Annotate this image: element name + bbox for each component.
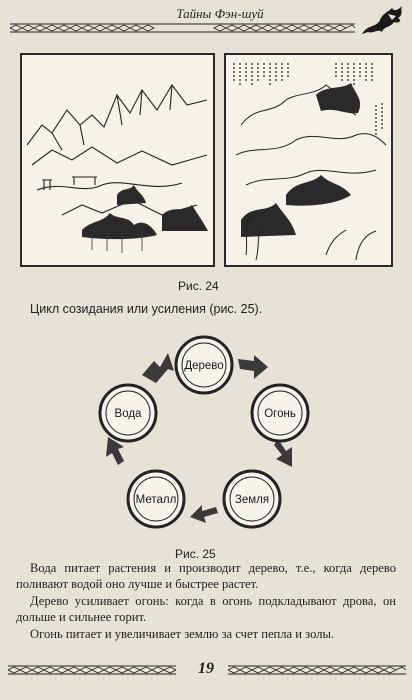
- page-footer: [0, 660, 412, 696]
- page-number: 19: [198, 660, 214, 677]
- landscape-illustration-right: [224, 53, 393, 267]
- header-ornament-rule: [10, 22, 355, 34]
- arrow-fire-to-earth: [274, 439, 292, 467]
- header-title: Тайны Фэн-шуй: [150, 6, 290, 22]
- paragraph: Дерево усиливает огонь: когда в огонь подкладывают дрова, он дольше и сильнее горит.: [16, 593, 396, 625]
- dragon-icon: [358, 4, 406, 38]
- footer-ornament-rule-right: [228, 664, 406, 676]
- running-header: [0, 0, 412, 42]
- figure-25-caption: Рис. 25: [175, 547, 216, 561]
- element-label-water: Вода: [114, 408, 142, 420]
- arrow-earth-to-metal: [190, 505, 218, 523]
- element-label-metal: Металл: [135, 494, 177, 506]
- mountain-landscape-drawing: [22, 55, 213, 265]
- cycle-intro-text: Цикл созидания или усиления (рис. 25).: [30, 302, 263, 316]
- paragraph: Огонь питает и увеличивает землю за счет пепла и золы.: [30, 626, 335, 641]
- arrow-water-to-wood: [142, 353, 174, 383]
- landscape-illustration-left: [20, 53, 215, 267]
- arrow-wood-to-fire: [238, 355, 268, 379]
- element-label-fire: Огонь: [264, 408, 296, 420]
- paragraph: Вода питает растения и производит дерево, т.е., когда дерево поливают водой оно лучше и быстрее растет.: [16, 561, 396, 592]
- creation-cycle-diagram: [90, 335, 320, 540]
- calligraphy-landscape-drawing: [226, 55, 391, 265]
- body-text: [16, 560, 396, 642]
- element-label-earth: Земля: [234, 494, 270, 506]
- element-label-wood: Дерево: [184, 360, 224, 372]
- footer-ornament-rule-left: [8, 664, 176, 676]
- figure-24-caption: Рис. 24: [178, 279, 219, 293]
